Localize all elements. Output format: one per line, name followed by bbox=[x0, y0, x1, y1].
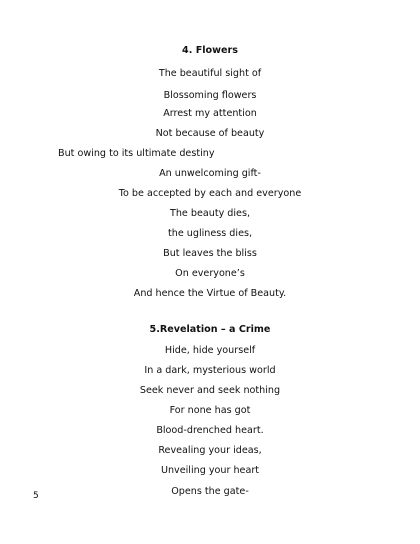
poem-line: And hence the Virtue of Beauty. bbox=[133, 288, 287, 299]
poem-line: In a dark, mysterious world bbox=[144, 365, 276, 376]
poem-line: But owing to its ultimate destiny bbox=[58, 148, 215, 159]
poem-line: But leaves the bliss bbox=[163, 248, 257, 259]
poem-title-flowers: 4. Flowers bbox=[182, 45, 238, 56]
poem-line: On everyone’s bbox=[175, 268, 245, 279]
poem-line: The beautiful sight of bbox=[158, 68, 262, 79]
poem-line: Blossoming flowers bbox=[163, 90, 257, 101]
page-number: 5 bbox=[33, 491, 39, 501]
poem-line: the ugliness dies, bbox=[167, 228, 253, 239]
poem-line: An unwelcoming gift- bbox=[159, 168, 261, 179]
poem-line: Not because of beauty bbox=[155, 128, 265, 139]
poem-line: Opens the gate- bbox=[171, 486, 249, 497]
poem-line: To be accepted by each and everyone bbox=[118, 188, 302, 199]
poem-line: For none has got bbox=[169, 405, 251, 416]
poem-line: Hide, hide yourself bbox=[164, 345, 256, 356]
poem-line: Revealing your ideas, bbox=[158, 445, 262, 456]
poem-line: Unveiling your heart bbox=[160, 465, 260, 476]
poem-title-revelation: 5.Revelation – a Crime bbox=[149, 324, 271, 335]
poem-line: Blood-drenched heart. bbox=[156, 425, 264, 436]
poem-line: Arrest my attention bbox=[163, 108, 257, 119]
poem-line: The beauty dies, bbox=[169, 208, 251, 219]
poem-line: Seek never and seek nothing bbox=[139, 385, 281, 396]
